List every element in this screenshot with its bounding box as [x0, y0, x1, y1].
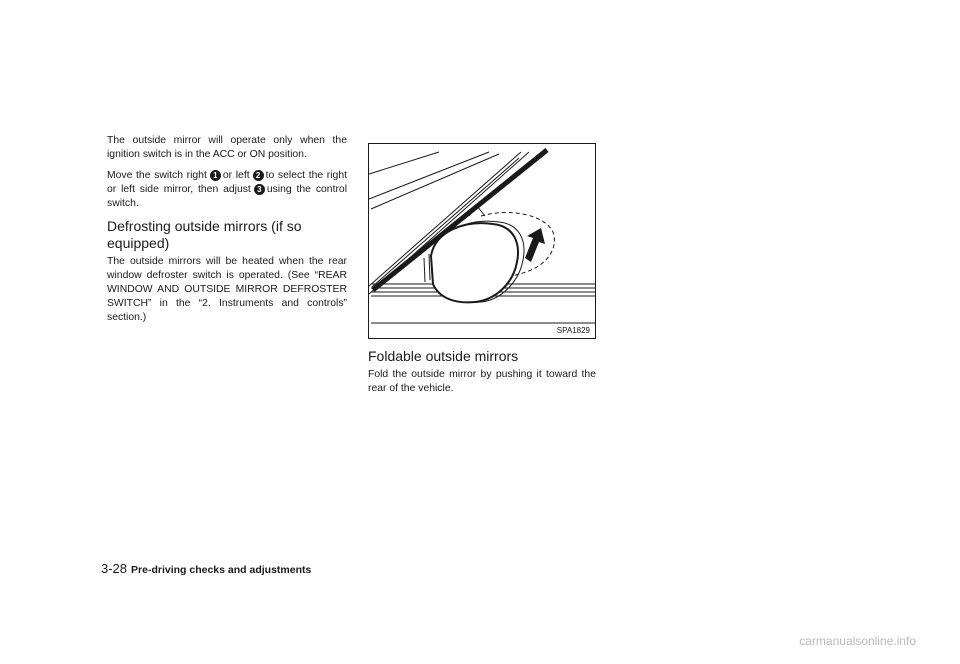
page-number: 3-28	[101, 561, 128, 576]
defrosting-heading: Defrosting outside mirrors (if so equipped)	[107, 218, 302, 251]
folding-mirror-illustration	[369, 144, 595, 338]
mirror-housing	[431, 223, 518, 302]
watermark: carmanualsonline.info	[799, 634, 916, 648]
roof-line-3	[371, 154, 499, 209]
fold-direction-arrow-icon	[525, 228, 545, 262]
ignition-note: The outside mirror will operate only when the ignition switch is in the ACC or ON position.	[107, 135, 347, 160]
section-title: Pre-driving checks and adjustments	[131, 564, 312, 576]
right-column	[368, 143, 596, 403]
callout-3-icon: 3	[254, 184, 265, 195]
mirror-stem-2	[429, 254, 430, 280]
mirror-stem	[424, 258, 425, 282]
switch-text-2: or left	[222, 170, 250, 181]
callout-1-icon: 1	[210, 170, 221, 181]
roof-line-2	[369, 152, 489, 199]
roof-line-1	[369, 152, 439, 174]
foldable-text: Fold the outside mirror by pushing it toward the rear of the vehicle.	[368, 369, 596, 394]
defrosting-text: The outside mirrors will be heated when the rear window defroster switch is operated. (See “REAR WINDOW AND OUTSIDE MIRROR DEFROSTER SWITCH” in the “2. Instruments and controls” section.)	[107, 256, 347, 323]
switch-instructions	[107, 169, 347, 211]
figure-code: SPA1829	[556, 326, 590, 335]
switch-text-3: to select the right or left side mirror, then adjust	[107, 170, 347, 195]
page-footer	[101, 561, 311, 576]
callout-2-icon: 2	[253, 170, 264, 181]
switch-text-1: Move the switch right	[107, 170, 207, 181]
switch-text-4: using the control switch.	[107, 184, 348, 209]
foldable-heading: Foldable outside mirrors	[368, 348, 519, 364]
mirror-figure	[368, 143, 596, 339]
left-column	[107, 134, 347, 332]
